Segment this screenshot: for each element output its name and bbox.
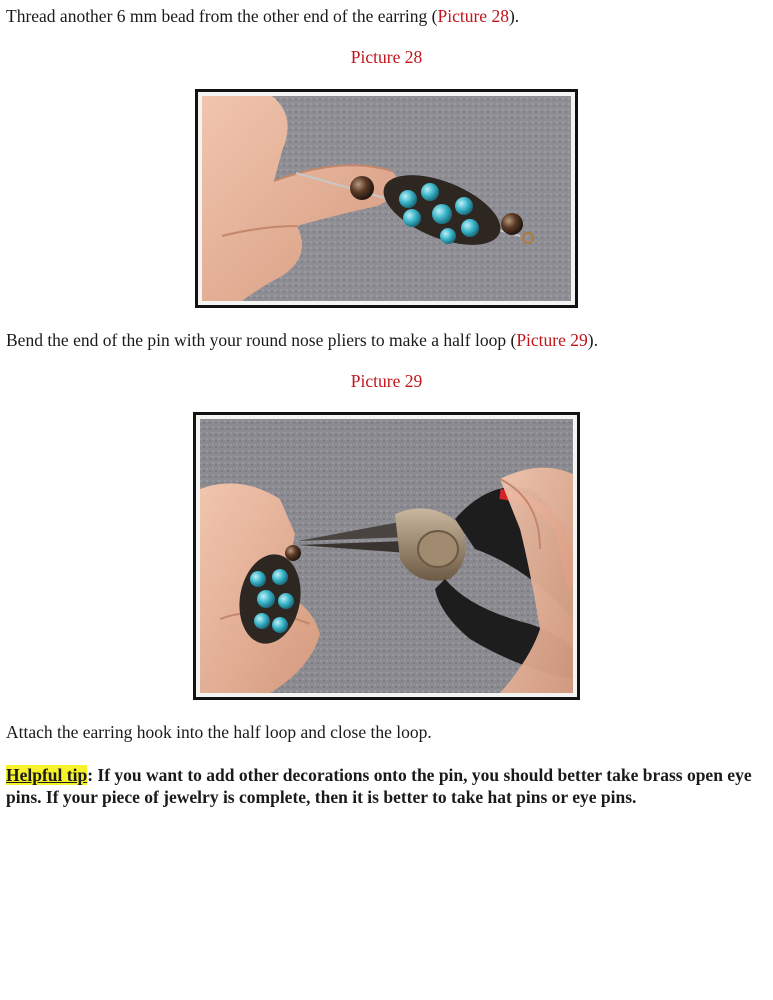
picture-28-photo [202, 96, 571, 301]
helpful-tip-text: : If you want to add other decorations onto the pin, you should better take brass open eye pins. If your piece of jewelry is complete, then it is better to take hat pins or eye pins. [6, 765, 752, 807]
step-attach-hook: Attach the earring hook into the half loop and close the loop. [6, 722, 432, 742]
helpful-tip [6, 764, 768, 808]
step-bend-pin [6, 330, 598, 351]
picture-28-frame [195, 89, 578, 308]
helpful-tip-label: Helpful tip [6, 765, 88, 785]
picture-reference-link[interactable]: Picture 29 [516, 330, 588, 350]
picture-29-photo [200, 419, 573, 693]
step-text: Bend the end of the pin with your round nose pliers to make a half loop ( [6, 330, 517, 350]
step-text-end: ). [508, 6, 520, 26]
picture-reference-link[interactable]: Picture 28 [437, 6, 509, 26]
picture-28-caption: Picture 28 [350, 47, 423, 67]
picture-29-frame [193, 412, 580, 700]
step-thread-bead [6, 6, 519, 27]
step-text-end: ). [587, 330, 598, 350]
picture-29-caption: Picture 29 [350, 371, 423, 391]
step-text: Thread another 6 mm bead from the other end of the earring ( [6, 6, 438, 26]
